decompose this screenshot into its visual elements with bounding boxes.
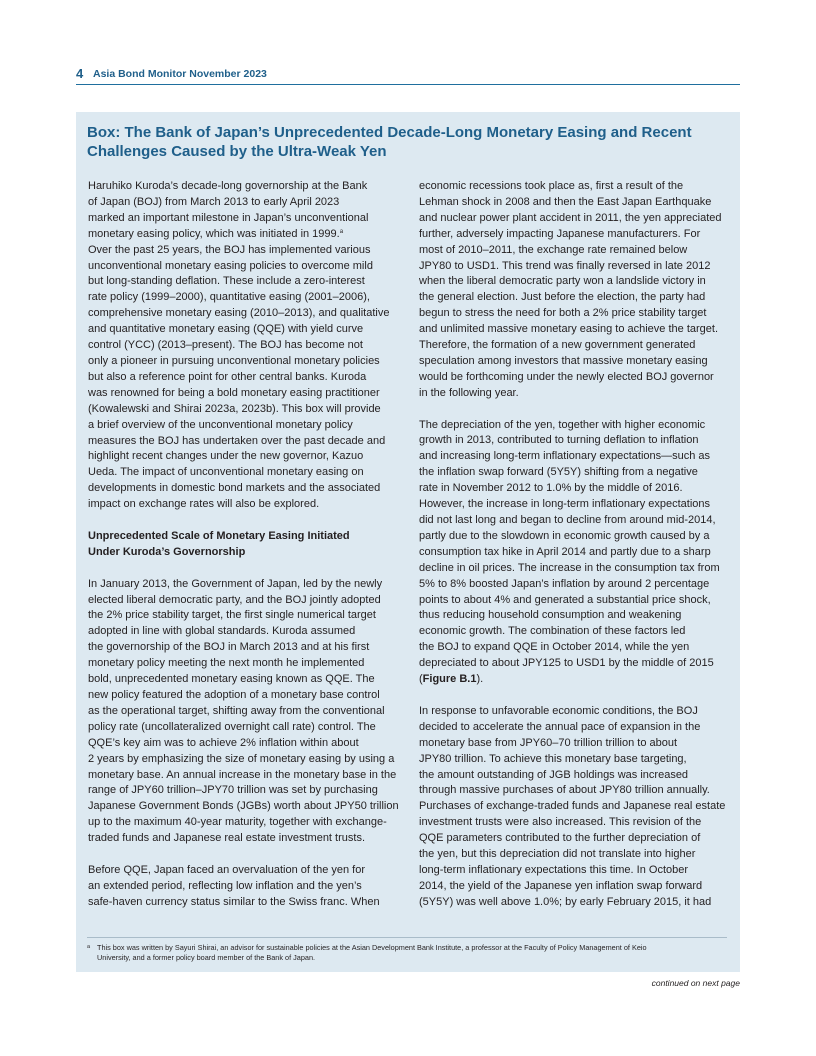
footnote-marker: a: [87, 944, 91, 950]
intro-text: Haruhiko Kuroda’s decade-long governorship at the Bank of Japan (BOJ) from March 2013 to early April 2023 marked an important milestone in Japan’s unconventional monetary easing policy, which was initiated in 1999.: [88, 180, 369, 240]
box-panel: [76, 112, 740, 972]
depreciation-text: The depreciation of the yen, together with higher economic growth in 2013, contributed to turning deflation to inflation and increasing long-term inflationary expectations—such as the inflation swap forward (5Y5Y) shifting from a negative rate in November 2012 to 1.0% by the middle of 2016. However, the increase in long-term inflationary expectations did not last long and began to decline from around mid-2014, partly due to the slowdown in economic growth caused by a consumption tax hike in April 2014 and partly due to a sharp decline in oil prices. The increase in the consumption tax from 5% to 8% boosted Japan’s inflation by around 2 percentage points to about 4% and generated a substantial price shock, thus reducing household consumption and weakening economic growth. The combination of these factors led the BOJ to expand QQE in October 2014, while the yen depreciated to about JPY125 to USD1 by the middle of 2015 (: [419, 418, 720, 686]
footnote-reference[interactable]: a: [339, 228, 344, 235]
continued-note: continued on next page: [651, 978, 740, 988]
publication-title: Asia Bond Monitor November 2023: [93, 68, 267, 80]
paragraph-qqe-adoption: In January 2013, the Government of Japan, led by the newly elected liberal democratic party, and the BOJ jointly adopted the 2% price stability target, the first single numerical target adopted in line with global standards. Kuroda assumed the governorship of the BOJ in March 2013 and at his first monetary policy meeting the next month he implemented bold, unprecedented monetary easing known as QQE. The new policy featured the adoption of a monetary base control as the operational target, shifting away from the conventional policy rate (uncollateralized overnight call rate) control. The QQE’s key aim was to achieve 2% inflation within about 2 years by emphasizing the size of monetary easing by using a monetary base. An annual increase in the monetary base in the range of JPY60 trillion–JPY70 trillion was set by purchasing Japanese Government Bonds (JGBs) worth about JPY50 trillion up to the maximum 40-year maturity, together with exchange- traded funds and Japanese real estate investment trusts.: [88, 577, 399, 845]
box-title: Box: The Bank of Japan’s Unprecedented Decade-Long Monetary Easing and Recent Challenges Caused by the Ultra-Weak Yen: [87, 124, 692, 160]
figure-reference-link[interactable]: Figure B.1: [422, 673, 477, 686]
running-header: [76, 66, 740, 85]
intro-text-continued: Over the past 25 years, the BOJ has implemented various unconventional monetary easing policies to overcome mild but long-standing deflation. These include a zero-interest rate policy (1999–2000), quantitative easing (2001–2006), comprehensive monetary easing (2010–2013), and qualitative and quantitative monetary easing (QQE) with yield curve control (YCC) (2013–present). The BOJ has become not only a pioneer in pursuing unconventional monetary policies but also a reference point for other central banks. Kuroda was renowned for being a bold monetary easing practitioner (Kowalewski and Shirai 2023a, 2023b). This box will provide a brief overview of the unconventional monetary policy measures the BOJ has undertaken over the past decade and highlight recent changes under the new governor, Kazuo Ueda. The impact of unconventional monetary easing on developments in domestic bond markets and the associated impact on exchange rates will also be explored.: [88, 243, 390, 511]
footnote-divider: [87, 937, 727, 938]
right-column: [419, 179, 732, 911]
paragraph-yen-depreciation: [419, 418, 732, 688]
left-column: [88, 179, 403, 911]
intro-paragraph: [88, 179, 403, 513]
depreciation-text-end: ).: [476, 673, 484, 686]
paragraph-recessions: economic recessions took place as, first a result of the Lehman shock in 2008 and then the East Japan Earthquake and nuclear power plant accident in 2011, the yen appreciated further, adversely impacting Japanese manufacturers. For most of 2010–2011, the exchange rate remained below JPY80 to USD1. This trend was finally reversed in late 2012 when the liberal democratic party won a landslide victory in the general election. Just before the election, the party had begun to stress the need for both a 2% price stability target and unlimited massive monetary easing to achieve the target. Therefore, the formation of a new government generated speculation among investors that massive monetary easing would be forthcoming under the newly elected BOJ governor in the following year.: [419, 180, 722, 399]
paragraph-qqe-expansion: In response to unfavorable economic conditions, the BOJ decided to accelerate the annual pace of expansion in the monetary base from JPY60–70 trillion trillion to about JPY80 trillion. To achieve this monetary base targeting, the amount outstanding of JGB holdings was increased through massive purchases of about JPY80 trillion annually. Purchases of exchange-traded funds and Japanese real estate investment trusts were also increased. This revision of the QQE parameters contributed to the further depreciation of the yen, but this depreciation did not translate into higher long-term inflationary expectations this time. In October 2014, the yield of the Japanese yen inflation swap forward (5Y5Y) was well above 1.0%; by early February 2015, it had: [419, 704, 726, 908]
section-subheading: Unprecedented Scale of Monetary Easing Initiated Under Kuroda’s Governorship: [88, 529, 350, 558]
page-number: 4: [76, 66, 84, 81]
footnote: [87, 943, 727, 963]
footnote-text: This box was written by Sayuri Shirai, an advisor for sustainable policies at the Asian Development Bank Institute, a professor at the Faculty of Policy Management of Keio University, and a former policy board member of the Bank of Japan.: [97, 943, 647, 962]
paragraph-yen-overvaluation: Before QQE, Japan faced an overvaluation of the yen for an extended period, reflecting low inflation and the yen’s safe-haven currency status similar to the Swiss franc. When: [88, 863, 380, 908]
